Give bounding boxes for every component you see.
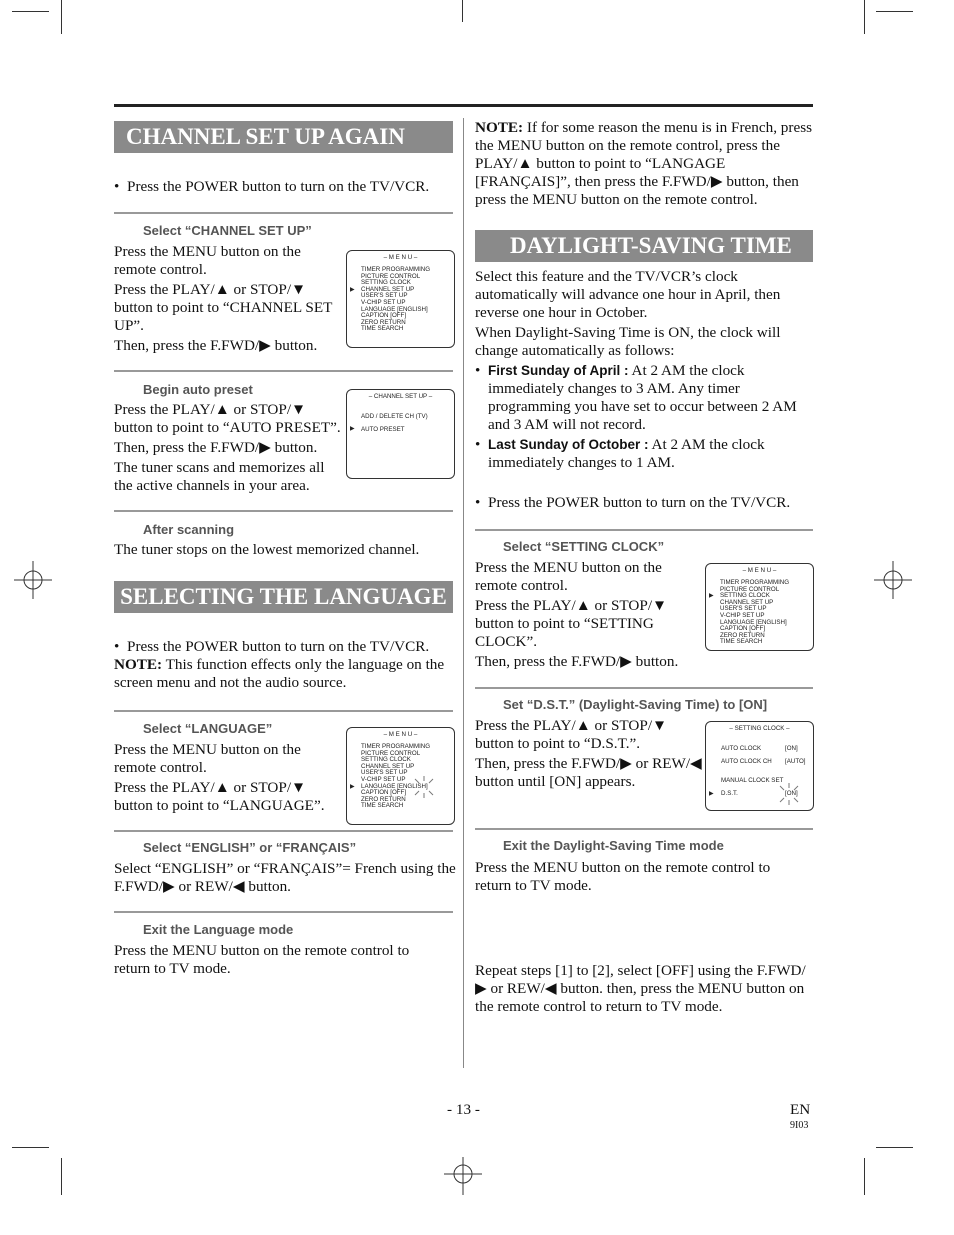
step-title: Select “SETTING CLOCK” bbox=[503, 539, 665, 554]
channel-setup-title: CHANNEL SET UP AGAIN bbox=[114, 121, 453, 153]
flashing-sparkle-icon bbox=[413, 776, 435, 798]
step-rule bbox=[114, 830, 453, 832]
crop-mark bbox=[61, 1158, 62, 1195]
dst-repeat-text: Repeat steps [1] to [2], select [OFF] using the F.FWD/▶ or REW/◀ button. then, press the MENU button on the remote control to return to TV mode. bbox=[475, 962, 806, 1015]
language-intro: • Press the POWER button to turn on the TV/VCR. NOTE: This function effects only the language on the screen menu and not the audio source. bbox=[114, 638, 445, 691]
step-title: Select “ENGLISH” or “FRANÇAIS” bbox=[143, 840, 357, 855]
step-title: After scanning bbox=[143, 522, 235, 537]
step-rule bbox=[475, 687, 813, 689]
step-rule bbox=[114, 510, 453, 512]
step-rule bbox=[475, 828, 813, 830]
registration-mark-icon bbox=[874, 561, 912, 599]
menu-screen-clock: – M E N U – TIMER PROGRAMMING PICTURE CONTROL SETTING CLOCK CHANNEL SET UP USER'S SET UP V-CHIP SET UP LANGUAGE [ENGLISH] CAPTION [OFF] ZERO RETURN TIME SEARCH ▶ bbox=[705, 563, 814, 651]
channel-setup-power: • Press the POWER button to turn on the TV/VCR. bbox=[114, 178, 430, 195]
crop-mark bbox=[864, 0, 865, 34]
language-step2-text: Select “ENGLISH” or “FRANÇAIS”= French using the F.FWD/▶ or REW/◀ button. bbox=[114, 860, 456, 895]
registration-mark-icon bbox=[14, 561, 52, 599]
dst-power: • Press the POWER button to turn on the TV/VCR. bbox=[475, 494, 791, 511]
crop-mark bbox=[864, 1158, 865, 1195]
pointer-icon: ▶ bbox=[709, 791, 714, 797]
step-title: Select “LANGUAGE” bbox=[143, 721, 273, 736]
page-number: - 13 - bbox=[447, 1101, 480, 1118]
language-code: EN bbox=[790, 1101, 811, 1118]
crop-mark bbox=[61, 0, 62, 34]
dst-step3-text: Press the MENU button on the remote control to return to TV mode. bbox=[475, 859, 771, 894]
dst-step2-text: Press the PLAY/▲ or STOP/▼ button to point to “D.S.T.”. Then, press the F.FWD/▶ or REW/◀ button until [ON] appears. bbox=[475, 717, 702, 790]
channel-step3-text: The tuner stops on the lowest memorized channel. bbox=[114, 541, 420, 558]
pointer-icon: ▶ bbox=[350, 784, 355, 790]
channel-step2-text: Press the PLAY/▲ or STOP/▼ button to point to “AUTO PRESET”. Then, press the F.FWD/▶ button. The tuner scans and memorizes all the active channels in your area. bbox=[114, 401, 341, 494]
document-code: 9I03 bbox=[790, 1120, 809, 1131]
language-step1-text: Press the MENU button on the remote control. Press the PLAY/▲ or STOP/▼ button to point to “LANGUAGE”. bbox=[114, 741, 325, 814]
channel-step1-text: Press the MENU button on the remote control. Press the PLAY/▲ or STOP/▼ button to point to “CHANNEL SET UP”. Then, press the F.FWD/▶ button. bbox=[114, 243, 333, 354]
dst-step1-text: Press the MENU button on the remote control. Press the PLAY/▲ or STOP/▼ button to point to “SETTING CLOCK”. Then, press the F.FWD/▶ button. bbox=[475, 559, 679, 670]
pointer-icon: ▶ bbox=[350, 287, 355, 293]
channel-setup-screen: – CHANNEL SET UP – ADD / DELETE CH (TV) AUTO PRESET ▶ bbox=[346, 389, 455, 479]
crop-mark bbox=[12, 1147, 49, 1148]
step-rule bbox=[114, 911, 453, 913]
dst-title: DAYLIGHT-SAVING TIME bbox=[475, 230, 813, 262]
dst-intro: Select this feature and the TV/VCR’s clock automatically will advance one hour in April, then reverse one hour in October. When Daylight-Saving Time is ON, the clock will change automatically as follows: • First Sunday of April : At 2 AM the clock immediately changes to 3 AM. Any timer programming you have set to occur between 2 AM and 3 AM will not record. • Last Sunday of October : At 2 AM the clock immediately changes to 1 AM. bbox=[475, 268, 797, 471]
crop-mark bbox=[876, 11, 913, 12]
menu-screen: – M E N U – TIMER PROGRAMMING PICTURE CONTROL SETTING CLOCK CHANNEL SET UP USER'S SET UP V-CHIP SET UP LANGUAGE [ENGLISH] CAPTION [OFF] ZERO RETURN TIME SEARCH ▶ bbox=[346, 250, 455, 348]
french-note: NOTE: If for some reason the menu is in French, press the MENU button on the remote control, press the PLAY/▲ button to point to “LANGAGE [FRANÇAIS]”, then press the F.FWD/▶ button, then press the MENU button on the remote control. bbox=[475, 119, 813, 208]
step-title: Exit the Language mode bbox=[143, 922, 294, 937]
step-rule bbox=[114, 370, 453, 372]
crop-mark bbox=[876, 1147, 913, 1148]
flashing-sparkle-icon bbox=[778, 783, 800, 805]
step-title: Set “D.S.T.” (Daylight-Saving Time) to [ON] bbox=[503, 697, 768, 712]
step-title: Begin auto preset bbox=[143, 382, 253, 397]
registration-mark-icon bbox=[444, 1157, 482, 1195]
pointer-icon: ▶ bbox=[709, 593, 714, 599]
crop-mark bbox=[462, 0, 463, 22]
menu-screen-language: – M E N U – TIMER PROGRAMMING PICTURE CONTROL SETTING CLOCK CHANNEL SET UP USER'S SET UP V-CHIP SET UP LANGUAGE [ENGLISH] CAPTION [OFF] ZERO RETURN TIME SEARCH ▶ bbox=[346, 727, 455, 825]
pointer-icon: ▶ bbox=[350, 426, 355, 432]
step-rule bbox=[114, 212, 453, 214]
step-rule bbox=[114, 710, 453, 712]
column-divider bbox=[463, 118, 464, 1068]
language-step3-text: Press the MENU button on the remote control to return to TV mode. bbox=[114, 942, 410, 977]
crop-mark bbox=[12, 11, 49, 12]
top-rule bbox=[114, 104, 813, 107]
setting-clock-screen: – SETTING CLOCK – AUTO CLOCK [ON] AUTO CLOCK CH [AUTO] MANUAL CLOCK SET D.S.T. [ON] ▶ bbox=[705, 721, 814, 811]
step-title: Select “CHANNEL SET UP” bbox=[143, 223, 312, 238]
step-title: Exit the Daylight-Saving Time mode bbox=[503, 838, 724, 853]
step-rule bbox=[475, 529, 813, 531]
language-title: SELECTING THE LANGUAGE bbox=[114, 581, 453, 613]
